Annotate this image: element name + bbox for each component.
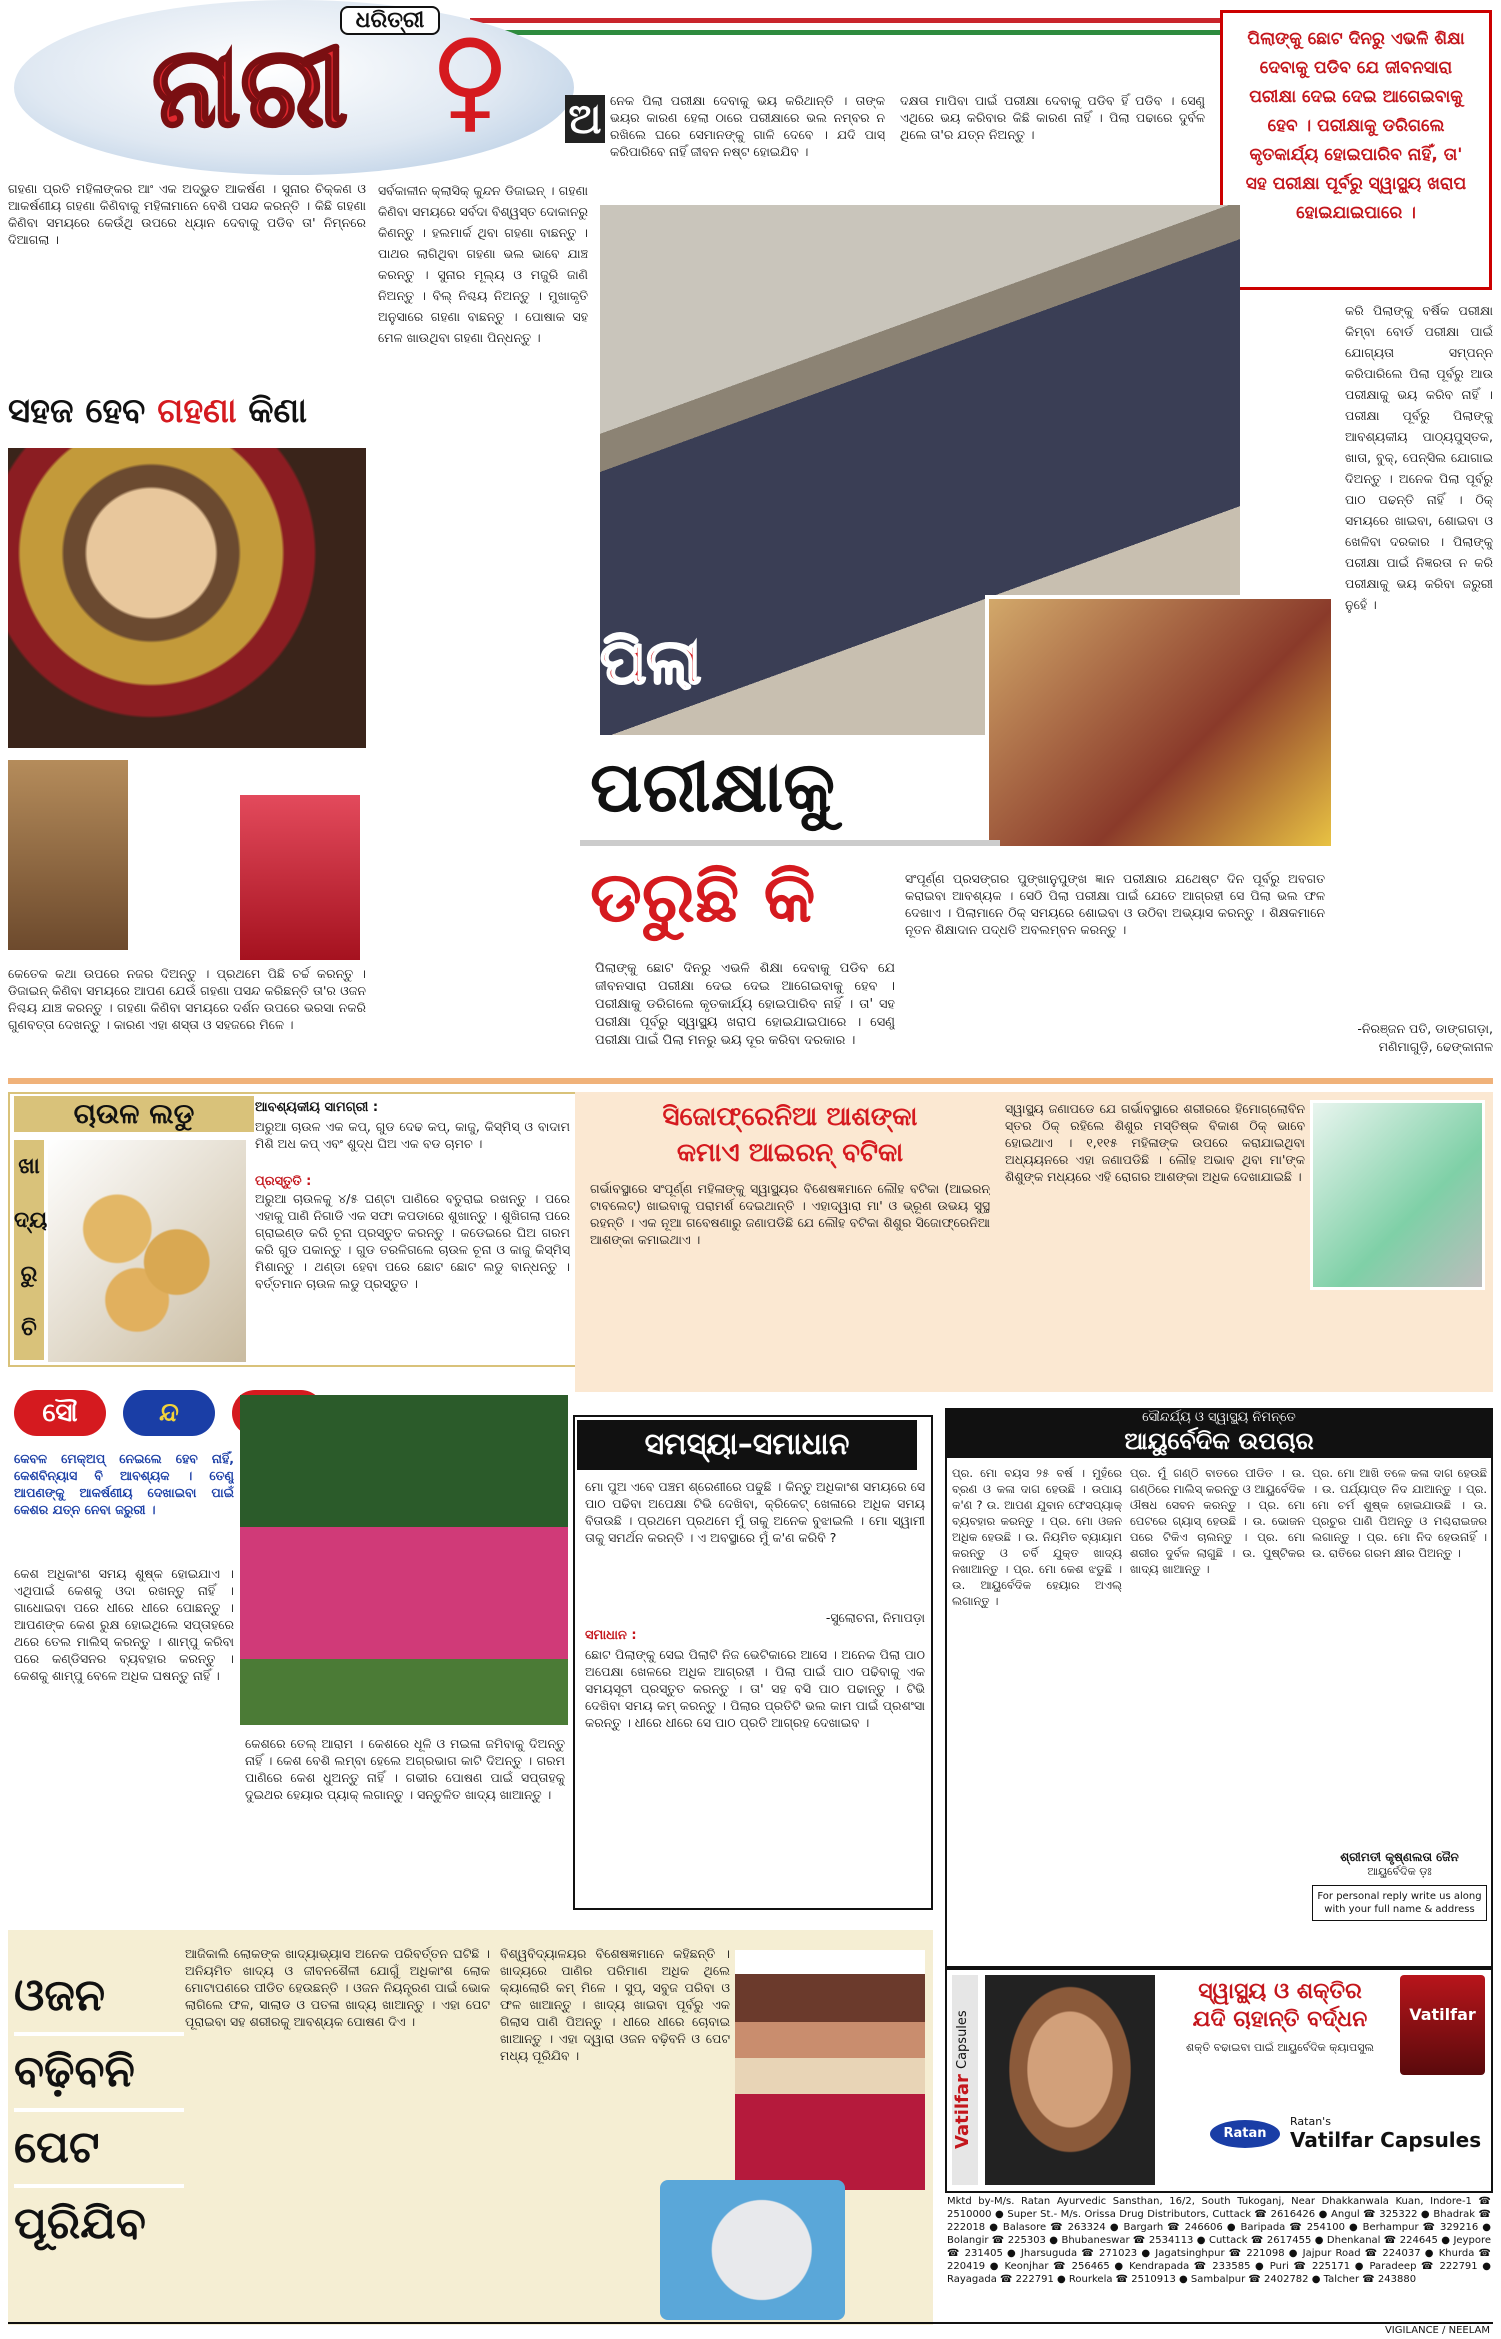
- vatilfar-side-brand: [952, 1975, 978, 2185]
- vatilfar-box-brand: Vatilfar: [1409, 2005, 1476, 2024]
- schizo-col1: ଗର୍ଭାବସ୍ଥାରେ ସଂପୂର୍ଣ୍ଣ ମହିଳାଙ୍କୁ ସ୍ୱାସ୍ଥ୍ୟର ବିଶେଷଜ୍ଞମାନେ ଲୌହ ବଟିକା (ଆଇରନ୍ ଟାବଲେଟ୍) ଖାଇବାକୁ ପରାମର୍ଶ ଦେଇଥାନ୍ତି । ଏହାଦ୍ୱାରା ମା' ଓ ଭ୍ରୂଣ ଉଭୟ ସୁସ୍ଥ ରହନ୍ତି । ଏକ ନୂଆ ଗବେଷଣାରୁ ଜଣାପଡିଛି ଯେ ଲୌହ ବଟିକା ଶିଶୁର ସିଜୋଫ୍ରେନିଆ ଆଶଙ୍କା କମାଇଥାଏ ।: [590, 1181, 990, 1247]
- beauty-title-2: ନ୍ଦ: [123, 1390, 215, 1436]
- ayur-contact-name: ଶ୍ରୀମତୀ କୃଷ୍ଣଲତା ଜୈନ: [1340, 1850, 1459, 1864]
- lead-col2: ଦକ୍ଷତା ମାପିବା ପାଇଁ ପରୀକ୍ଷା ଦେବାକୁ ପଡିବ ହିଁ ପଡିବ । ସେଣୁ ଏଥିରେ ଭୟ କରିବାର କିଛି କାରଣ ନାହିଁ । ପିଲା ପଢାରେ ଦୁର୍ବଳ ଥିଲେ ତା'ର ଯତ୍ନ ନିଅନ୍ତୁ ।: [900, 93, 1205, 142]
- jewel-title-a: ସହଜ ହେବ: [8, 391, 158, 431]
- vatilfar-product: [1290, 2115, 1485, 2152]
- ladoo-photo: [48, 1140, 246, 1362]
- ayur-col3: ପ୍ର. ମୋ ଆଖି ତଳେ କଳା ଦାଗ ହେଉଛି । ଉ. ପର୍ଯ୍ୟାପ୍ତ ନିଦ ଯାଆନ୍ତୁ । ପ୍ର. ମୋ ଚର୍ମ ଶୁଷ୍କ ହୋଇଯାଉଛି । ଉ. ପ୍ରଚୁର ପାଣି ପିଅନ୍ତୁ ଓ ମଶ୍ଚରାଇଜର ଲଗାନ୍ତୁ । ପ୍ର. ମୋ ନିଦ ହେଉନାହିଁ । ଉ. ରାତିରେ ଗରମ କ୍ଷୀର ପିଅନ୍ତୁ ।: [1312, 1466, 1487, 1560]
- weight-title-4: ପୂରିଯିବ: [14, 2198, 146, 2249]
- ladoo-method-head: ପ୍ରସ୍ତୁତି :: [255, 1174, 312, 1189]
- masthead-brand: ଧରିତ୍ରୀ: [340, 6, 440, 35]
- study-group-photo: [985, 595, 1335, 850]
- ratan-logo: Ratan: [1210, 2120, 1280, 2148]
- ladoo-vertical-3: ରୁ: [20, 1262, 38, 1287]
- vatilfar-model-photo: [985, 1975, 1155, 2185]
- beauty-col1: କେଶ ଅଧିକାଂଶ ସମୟ ଶୁଷ୍କ ହୋଇଯାଏ । ଏଥିପାଇଁ କେଶକୁ ଓଦା ରଖନ୍ତୁ ନାହିଁ । ଗାଧୋଇବା ପରେ ଧୀରେ ଧୀରେ ପୋଛନ୍ତୁ । ଆପଣଙ୍କ କେଶ ରୁକ୍ଷ ହୋଇଥିଲେ ସପ୍ତାହରେ ଥରେ ତେଲ ମାଲିସ୍ କରନ୍ତୁ । ଶାମ୍ପୁ କରିବା ପରେ କଣ୍ଡିସନର ବ୍ୟବହାର କରନ୍ତୁ । କେଶକୁ ଶାମ୍ପୁ ବେଳେ ଅଧିକ ଘଷନ୍ତୁ ନାହିଁ ।: [14, 1566, 234, 1683]
- main-title-3: ଡରୁଛି କି: [590, 856, 816, 938]
- ayur-contact-box: For personal reply write us along with your full name & address: [1312, 1885, 1487, 1921]
- section-divider-1: [8, 1078, 1493, 1084]
- main-title-2: ପରୀକ୍ଷାକୁ: [590, 746, 835, 828]
- weight-title-1: ଓଜନ: [14, 1960, 184, 2036]
- samasya-answer: ଛୋଟ ପିଲାଙ୍କୁ ସେଇ ପିଲାଟି ନିଜ ଭେଟିକାରେ ଆସେ । ଅନେକ ପିଲା ପାଠ ଅପେକ୍ଷା ଖେଳରେ ଅଧିକ ଆଗ୍ରହୀ । ପିଲା ପାଇଁ ପାଠ ପଢିବାକୁ ଏକ ସମୟସୂଚୀ ପ୍ରସ୍ତୁତ କରନ୍ତୁ । ତା' ସହ ବସି ପାଠ ପଢାନ୍ତୁ । ଟିଭି ଦେଖିବା ସମୟ କମ୍ କରନ୍ତୁ । ପିଲାର ପ୍ରତିଟି ଭଲ କାମ ପାଇଁ ପ୍ରଶଂସା କରନ୍ତୁ । ଧୀରେ ଧୀରେ ସେ ପାଠ ପ୍ରତି ଆଗ୍ରହ ଦେଖାଇବ ।: [585, 1647, 925, 1730]
- ayur-col1: ପ୍ର. ମୋ ବୟସ ୨୫ ବର୍ଷ । ମୁହଁରେ ବ୍ରଣ ଓ କଳା ଦାଗ ହେଉଛି । ଉପାୟ କ'ଣ ? ଉ. ଆପଣ ଯୁବାନ ଫେସପ୍ୟାକ୍ ବ୍ୟବହାର କରନ୍ତୁ । ପ୍ର. ମୋ ଓଜନ ଅଧିକ ହେଉଛି । ଉ. ନିୟମିତ ବ୍ୟାୟାମ କରନ୍ତୁ ଓ ଚର୍ବି ଯୁକ୍ତ ଖାଦ୍ୟ ନଖାଆନ୍ତୁ । ପ୍ର. ମୋ କେଶ ଝଡୁଛି । ଉ. ଆୟୁର୍ବେଦିକ ହେୟାର ଅଏଲ୍ ଲଗାନ୍ତୁ ।: [952, 1466, 1122, 1608]
- schizo-col2: ସ୍ୱାସ୍ଥ୍ୟ ଜଣାପଡେ ଯେ ଗର୍ଭାବସ୍ଥାରେ ଶରୀରରେ ହିମୋଗ୍ଲୋବିନ ସ୍ତର ଠିକ୍ ରହିଲେ ଶିଶୁର ମସ୍ତିଷ୍କ ବିକାଶ ଠିକ୍ ଭାବେ ହୋଇଥାଏ । ୧,୧୧୫ ମହିଳାଙ୍କ ଉପରେ କରାଯାଇଥିବା ଅଧ୍ୟୟନରେ ଏହା ଜଣାପଡିଛି । ଲୌହ ଅଭାବ ଥିବା ମା'ଙ୍କ ଶିଶୁଙ୍କ ମଧ୍ୟରେ ଏହି ରୋଗର ଆଶଙ୍କା ଅଧିକ ଦେଖାଯାଇଛି ।: [1005, 1101, 1305, 1184]
- beauty-intro: କେବଳ ମେକ୍‌ଅପ୍ ନେଇଲେ ହେବ ନାହିଁ, କେଶବିନ୍ୟାସ ବି ଆବଶ୍ୟକ । ତେଣୁ ଆପଣଙ୍କୁ ଆକର୍ଷଣୀୟ ଦେଖାଇବା ପାଇଁ କେଶର ଯତ୍ନ ନେବା ଜରୁରୀ ।: [14, 1451, 234, 1517]
- beauty-model-photo: [240, 1395, 568, 1725]
- main-byline: -ନିରଞ୍ଜନ ପତି, ଡାଙ୍ଗଗଡ଼ା, ମଣିମାଗୁଡ଼ି, ଢେଙ୍କାନାଳ: [1357, 1021, 1493, 1054]
- ayur-col2: ପ୍ର. ମୁଁ ଗଣ୍ଠି ବାତରେ ପୀଡିତ । ଉ. ଗଣ୍ଠିରେ ମାଲିସ୍ କରନ୍ତୁ ଓ ଆୟୁର୍ବେଦିକ ଔଷଧ ସେବନ କରନ୍ତୁ । ପ୍ର. ମୋ ପେଟରେ ଗ୍ୟାସ୍ ହେଉଛି । ଉ. ଭୋଜନ ପରେ ଟିକିଏ ଚାଲନ୍ତୁ । ପ୍ର. ମୋ ଶରୀର ଦୁର୍ବଳ ଲାଗୁଛି । ଉ. ପୁଷ୍ଟିକର ଖାଦ୍ୟ ଖାଆନ୍ତୁ ।: [1130, 1466, 1305, 1576]
- iron-tablet-photo: [1310, 1100, 1485, 1290]
- samasya-answer-label: ସମାଧାନ :: [585, 1628, 637, 1643]
- samasya-title: ସମସ୍ୟା–ସମାଧାନ: [577, 1420, 917, 1470]
- weight-title-2: ବଢ଼ିବନି: [14, 2036, 184, 2112]
- main-intro: ପିଲାଙ୍କୁ ଛୋଟ ଦିନରୁ ଏଭଳି ଶିକ୍ଷା ଦେବାକୁ ପଡିବ ଯେ ଜୀବନସାରା ପରୀକ୍ଷା ଦେଇ ଦେଇ ଆଗେଇବାକୁ ହେବ । ପରୀକ୍ଷାକୁ ଡରିଗଲେ କୃତକାର୍ଯ୍ୟ ହୋଇପାରିବ ନାହିଁ । ତା' ସହ ପରୀକ୍ଷା ପୂର୍ବରୁ ସ୍ୱାସ୍ଥ୍ୟ ଖରାପ ହୋଇଯାଇପାରେ । ସେଣୁ ପରୀକ୍ଷା ପାଇଁ ପିଲା ମନରୁ ଭୟ ଦୂର କରିବା ଦରକାର ।: [595, 961, 895, 1048]
- beauty-title-1: ସୌ: [14, 1390, 106, 1436]
- samasya-question: ମୋ ପୁଅ ଏବେ ପଞ୍ଚମ ଶ୍ରେଣୀରେ ପଢୁଛି । କିନ୍ତୁ ଅଧିକାଂଶ ସମୟରେ ସେ ପାଠ ପଢିବା ଅପେକ୍ଷା ଟିଭି ଦେଖିବା, କ୍ରିକେଟ୍ ଖେଳାରେ ଅଧିକ ସମୟ ବିତାଉଛି । ପ୍ରଥମେ ପ୍ରଥମେ ମୁଁ ତାକୁ ଅନେକ ବୁଝାଇଲି । ମୋ ସ୍ୱାମୀ ତାକୁ ସମର୍ଥନ କରନ୍ତି । ଏ ଅବସ୍ଥାରେ ମୁଁ କ'ଣ କରିବି ?: [585, 1479, 925, 1545]
- lead-dropcap: ଅ: [565, 95, 605, 143]
- ladoo-vertical-2: ଦ୍ୟ: [14, 1208, 48, 1233]
- main-title-divider: [580, 840, 1000, 846]
- ayur-header: [947, 1410, 1491, 1458]
- vatilfar-product-pre: Ratan's: [1290, 2115, 1331, 2128]
- ladoo-title: ଚାଉଳ ଲଡୁ: [14, 1096, 254, 1132]
- ayur-contact-title: ଆୟୁର୍ବେଦିକ ଡ଼ଃ: [1367, 1865, 1432, 1878]
- vatilfar-product-name: Vatilfar Capsules: [1290, 2128, 1482, 2152]
- schizo-title-2: କମାଏ ଆଇରନ୍ ବଟିକା: [676, 1138, 904, 1168]
- samasya-asker: -ସୁଲୋଚନା, ନିମାପଡ଼ା: [825, 1610, 925, 1625]
- ladoo-ingredients: ଅରୁଆ ଚାଉଳ ଏକ କପ୍, ଗୁଡ ଦେଢ କପ୍, କାଜୁ, କିସ୍‌ମିସ୍ ଓ ବାଦାମ ମିଶି ଅଧ କପ୍ ଏବଂ ଶୁଦ୍ଧ ଘିଅ ଏକ ବଡ ଚାମଚ ।: [255, 1119, 570, 1151]
- distributors: Mktd by-M/s. Ratan Ayurvedic Sansthan, 16/2, South Tukoganj, Near Dhakkanwala Kuan, Indore-1 ☎ 2510000 ● Super St.- M/s. Orissa Drug Distributors, Cuttack ☎ 2616426 ● Angul ☎ 325322 ● Bhadrak ☎ 222018 ● Balasore ☎ 263324 ● Bargarh ☎ 246606 ● Baripada ☎ 254100 ● Berhampur ☎ 329216 ● Bolangir ☎ 225303 ● Bhubaneswar ☎ 2534113 ● Cuttack ☎ 2617455 ● Dhenkanal ☎ 224645 ● Jeypore ☎ 231405 ● Jharsuguda ☎ 271023 ● Jagatsinghpur ☎ 221098 ● Jajpur Road ☎ 224037 ● Khurda ☎ 220419 ● Keonjhar ☎ 256465 ● Kendrapada ☎ 233585 ● Puri ☎ 225171 ● Paradeep ☎ 222791 ● Rayagada ☎ 222791 ● Rourkela ☎ 2510913 ● Sambalpur ☎ 2402782 ● Talcher ☎ 243880: [947, 2196, 1491, 2285]
- weight-title: [14, 1960, 184, 2300]
- jewel-title-c: କିଣା: [236, 391, 308, 431]
- ladoo-vertical-1: ଖା: [18, 1154, 40, 1179]
- weight-woman-photo: [735, 1950, 925, 2190]
- vatilfar-box-photo: [1400, 1975, 1485, 2075]
- jewel-photo-small-1: [8, 760, 128, 950]
- vatilfar-side-brand-text: Vatilfar: [952, 2074, 973, 2150]
- vatilfar-head-1: ସ୍ୱାସ୍ଥ୍ୟ ଓ ଶକ୍ତିର: [1198, 1979, 1362, 2004]
- schizo-title-1: ସିଜୋଫ୍ରେନିଆ ଆଶଙ୍କା: [662, 1102, 918, 1132]
- footer-credit: VIGILANCE / NEELAM: [1384, 2325, 1490, 2336]
- ladoo-method: ଅରୁଆ ଚାଉଳକୁ ୪/୫ ଘଣ୍ଟା ପାଣିରେ ବତୁରାଇ ରଖନ୍ତୁ । ପରେ ଏହାକୁ ପାଣି ନିଗାଡି ଏକ ସଫା କପଡାରେ ଶୁଖାନ୍ତୁ । ଶୁଖିଗଲା ପରେ ଗ୍ରାଇଣ୍ଡ କରି ଚୂନା ପ୍ରସ୍ତୁତ କରନ୍ତୁ । କଡେଇରେ ଘିଅ ଗରମ କରି ଗୁଡ ପକାନ୍ତୁ । ଗୁଡ ତରଳିଗଲେ ଚାଉଳ ଚୂନା ଓ କାଜୁ କିସ୍‌ମିସ୍ ମିଶାନ୍ତୁ । ଥଣ୍ଡା ହେବା ପରେ ଛୋଟ ଛୋଟ ଲଡୁ ବାନ୍ଧନ୍ତୁ । ବର୍ତ୍ତମାନ ଚାଉଳ ଲଡୁ ପ୍ରସ୍ତୁତ ।: [255, 1191, 570, 1291]
- weight-waist-photo: [660, 2180, 845, 2320]
- top-quote-box: [1220, 10, 1492, 290]
- vatilfar-side-capsules: Capsules: [955, 2010, 970, 2070]
- vatilfar-head-2: ଯଦି ଚାହାନ୍ତି ବର୍ଦ୍ଧନ: [1192, 2007, 1368, 2032]
- ladoo-ingredients-head: ଆବଶ୍ୟକୀୟ ସାମଗ୍ରୀ :: [255, 1100, 379, 1115]
- female-symbol-icon: ♀: [429, 16, 511, 144]
- jewel-title-b: ଗହଣା: [157, 391, 237, 431]
- beauty-col2: କେଶରେ ତେଲ୍ ଆରାମ । କେଶରେ ଧୂଳି ଓ ମଇଳା ଜମିବାକୁ ଦିଅନ୍ତୁ ନାହିଁ । କେଶ ବେଶି ଲମ୍ବା ହେଲେ ଅଗ୍ରଭାଗ କାଟି ଦିଅନ୍ତୁ । ଗରମ ପାଣିରେ କେଶ ଧୁଅନ୍ତୁ ନାହିଁ । ଗଭୀର ପୋଷଣ ପାଇଁ ସପ୍ତାହକୁ ଦୁଇଥର ହେୟାର ପ୍ୟାକ୍ ଲଗାନ୍ତୁ । ସନ୍ତୁଳିତ ଖାଦ୍ୟ ଖାଆନ୍ତୁ ।: [245, 1736, 565, 1802]
- lead-col1: ନେକ ପିଲା ପରୀକ୍ଷା ଦେବାକୁ ଭୟ କରିଥାନ୍ତି । ତାଙ୍କ ଭୟର କାରଣ ହେଲା ଠାରେ ପରୀକ୍ଷାରେ ଭଲ ନମ୍ବର ନ ରଖିଲେ ଘରେ ସେମାନଙ୍କୁ ଗାଳି ଦେବେ । ଯଦି ପାସ୍ କରିପାରିବେ ନାହିଁ ଜୀବନ ନଷ୍ଟ ହୋଇଯିବ ।: [610, 93, 885, 159]
- jewel-model-photo: [8, 448, 366, 748]
- footer-rule: [8, 2322, 1493, 2324]
- ayur-contact: [1312, 1850, 1487, 1960]
- jewel-title: [8, 388, 368, 438]
- ayur-title-top: ସୌନ୍ଦର୍ଯ୍ୟ ଓ ସ୍ୱାସ୍ଥ୍ୟ ନିମନ୍ତେ: [1142, 1410, 1296, 1425]
- ayur-title: ଆୟୁର୍ବେଦିକ ଉପଚାର: [1124, 1427, 1314, 1455]
- ladoo-vertical-label: [14, 1140, 48, 1360]
- main-title-1: ପିଲା: [600, 625, 702, 698]
- weight-col2: ବିଶ୍ୱବିଦ୍ୟାଳୟର ବିଶେଷଜ୍ଞମାନେ କହିଛନ୍ତି । ଖାଦ୍ୟରେ ପାଣିର ପରିମାଣ ଅଧିକ ଥିଲେ କ୍ୟାଲୋରି କମ୍ ମିଳେ । ସୁପ୍, ସବୁଜ ପରିବା ଓ ଫଳ ଖାଆନ୍ତୁ । ଖାଦ୍ୟ ଖାଇବା ପୂର୍ବରୁ ଏକ ଗିଲାସ ପାଣି ପିଅନ୍ତୁ । ଧୀରେ ଧୀରେ ଚୋବାଇ ଖାଆନ୍ତୁ । ଏହା ଦ୍ୱାରା ଓଜନ ବଢ଼ିବନି ଓ ପେଟ ମଧ୍ୟ ପୂରିଯିବ ।: [500, 1946, 730, 2063]
- main-col-right: କରି ପିଲାଙ୍କୁ ବର୍ଷିକ ପରୀକ୍ଷା କିମ୍ବା ବୋର୍ଡ ପରୀକ୍ଷା ପାଇଁ ଯୋଗ୍ୟତା ସମ୍ପନ୍ନ କରିପାରିଲେ ପିଲା ପୂର୍ବରୁ ଆଉ ପରୀକ୍ଷାକୁ ଭୟ କରିବ ନାହିଁ । ପରୀକ୍ଷା ପୂର୍ବରୁ ପିଲାଙ୍କୁ ଆବଶ୍ୟକୀୟ ପାଠ୍ୟପୁସ୍ତକ, ଖାତା, ବୁକ୍, ପେନ୍ସିଲ ଯୋଗାଇ ଦିଅନ୍ତୁ । ଅନେକ ପିଲା ପୂର୍ବରୁ ପାଠ ପଢନ୍ତି ନାହିଁ । ଠିକ୍ ସମୟରେ ଖାଇବା, ଶୋଇବା ଓ ଖେଳିବା ଦରକାର । ପିଲାଙ୍କୁ ପରୀକ୍ଷା ପାଇଁ ନିଜ୍ଞରତା ନ କରି ପରୀକ୍ଷାକୁ ଭୟ କରିବା ଜରୁରୀ ନୁହେଁ ।: [1345, 303, 1493, 612]
- jewel-col1: ଗହଣା ପ୍ରତି ମହିଳାଙ୍କର ଆଂ ଏକ ଅଦ୍ଭୁତ ଆକର୍ଷଣ । ସୁନାର ଚିକ୍କଣ ଓ ଆକର୍ଷଣୀୟ ଗହଣା କିଣିବାକୁ ମହିଳାମାନେ ବେଶି ପସନ୍ଦ କରନ୍ତି । କିଛି ଗହଣା କିଣିବା ସମୟରେ କେଉଁଥି ଉପରେ ଧ୍ୟାନ ଦେବାକୁ ପଡିବ ତା' ନିମ୍ନରେ ଦିଆଗଲା ।: [8, 181, 366, 247]
- jewel-photo-small-2: [240, 795, 360, 960]
- top-quote-text: ପିଲାଙ୍କୁ ଛୋଟ ଦିନରୁ ଏଭଳି ଶିକ୍ଷା ଦେବାକୁ ପଡିବ ଯେ ଜୀବନସାରା ପରୀକ୍ଷା ଦେଇ ଦେଇ ଆଗେଇବାକୁ ହେବ । ପରୀକ୍ଷାକୁ ଡରିଗଲେ କୃତକାର୍ଯ୍ୟ ହୋଇପାରିବ ନାହିଁ, ତା' ସହ ପରୀକ୍ଷା ପୂର୍ବରୁ ସ୍ୱାସ୍ଥ୍ୟ ଖରାପ ହୋଇଯାଇପାରେ ।: [1245, 29, 1467, 223]
- vatilfar-sub: ଶକ୍ତି ବଢାଇବା ପାଇଁ ଆୟୁର୍ବେଦିକ କ୍ୟାପସୁଲ: [1186, 2041, 1374, 2054]
- jewel-col1-bottom: କେତେକ କଥା ଉପରେ ନଜର ଦିଅନ୍ତୁ । ପ୍ରଥମେ ପିଛି ଚର୍ଚ୍ଚ କରନ୍ତୁ । ଡିଜାଇନ୍ କିଣିବା ସମୟରେ ଆପଣ ଯେଉଁ ଗହଣା ପସନ୍ଦ କରିଛନ୍ତି ତା'ର ଓଜନ ନିଶ୍ଚୟ ଯାଞ୍ଚ କରନ୍ତୁ । ଗହଣା କିଣିବା ସମୟରେ ଦର୍ଶନ ଉପରେ ଭରସା ନକରି ଗୁଣବତ୍ତା ଦେଖନ୍ତୁ । କାରଣ ଏହା ଶସ୍ତା ଓ ସହଜରେ ମିଳେ ।: [8, 966, 366, 1032]
- masthead-stripe: [470, 18, 1225, 35]
- main-col-mid: ସଂପୂର୍ଣ୍ଣ ପ୍ରସଙ୍ଗର ପୁଙ୍ଖାନୁପୁଙ୍ଖ ଜ୍ଞାନ ପରୀକ୍ଷାର ଯଥେଷ୍ଟ ଦିନ ପୂର୍ବରୁ ଅବଗତ କରାଇବା ଆବଶ୍ୟକ । ସେଠି ପିଲା ପରୀକ୍ଷା ପାଇଁ ଯେତେ ଆଗ୍ରହୀ ସେ ପିଲା ଭଲ ଫଳ ଦେଖାଏ । ପିଲାମାନେ ଠିକ୍ ସମୟରେ ଶୋଇବା ଓ ଉଠିବା ଅଭ୍ୟାସ କରନ୍ତୁ । ଶିକ୍ଷକମାନେ ନୂତନ ଶିକ୍ଷାଦାନ ପଦ୍ଧତି ଅବଲମ୍ବନ କରନ୍ତୁ ।: [905, 871, 1325, 937]
- weight-col1: ଆଜିକାଲି ଲୋକଙ୍କ ଖାଦ୍ୟାଭ୍ୟାସ ଅନେକ ପରିବର୍ତ୍ତନ ଘଟିଛି । ଅନିୟମିତ ଖାଦ୍ୟ ଓ ଜୀବନଶୈଳୀ ଯୋଗୁଁ ଅଧିକାଂଶ ଲୋକ ମୋଟାପଣରେ ପୀଡିତ ହେଉଛନ୍ତି । ଓଜନ ନିୟନ୍ତ୍ରଣ ପାଇଁ ଭୋକ ଲାଗିଲେ ଫଳ, ସାଲାଡ ଓ ପତଳା ଖାଦ୍ୟ ଖାଆନ୍ତୁ । ଏହା ପେଟ ପୂରାଇବା ସହ ଶରୀରକୁ ଆବଶ୍ୟକ ପୋଷଣ ଦିଏ ।: [185, 1946, 490, 2029]
- weight-title-3: ପେଟ: [14, 2112, 184, 2188]
- section-title: ନାରୀ: [152, 23, 348, 151]
- jewel-col2: ସର୍ବକାଳୀନ କ୍ଲାସିକ୍ କୁନ୍ଦନ ଡିଜାଇନ୍ । ଗହଣା କିଣିବା ସମୟରେ ସର୍ବଦା ବିଶ୍ୱସ୍ତ ଦୋକାନରୁ କିଣନ୍ତୁ । ହଲମାର୍କ ଥିବା ଗହଣା ବାଛନ୍ତୁ । ପାଥର ଲାଗିଥିବା ଗହଣା ଭଲ ଭାବେ ଯାଞ୍ଚ କରନ୍ତୁ । ସୁନାର ମୂଲ୍ୟ ଓ ମଜୁରି ଜାଣି ନିଅନ୍ତୁ । ବିଲ୍ ନିଶ୍ଚୟ ନିଅନ୍ତୁ । ମୁଖାକୃତି ଅନୁସାରେ ଗହଣା ବାଛନ୍ତୁ । ପୋଷାକ ସହ ମେଳ ଖାଉଥିବା ଗହଣା ପିନ୍ଧନ୍ତୁ ।: [378, 183, 588, 345]
- ladoo-vertical-4: ଚି: [21, 1316, 37, 1341]
